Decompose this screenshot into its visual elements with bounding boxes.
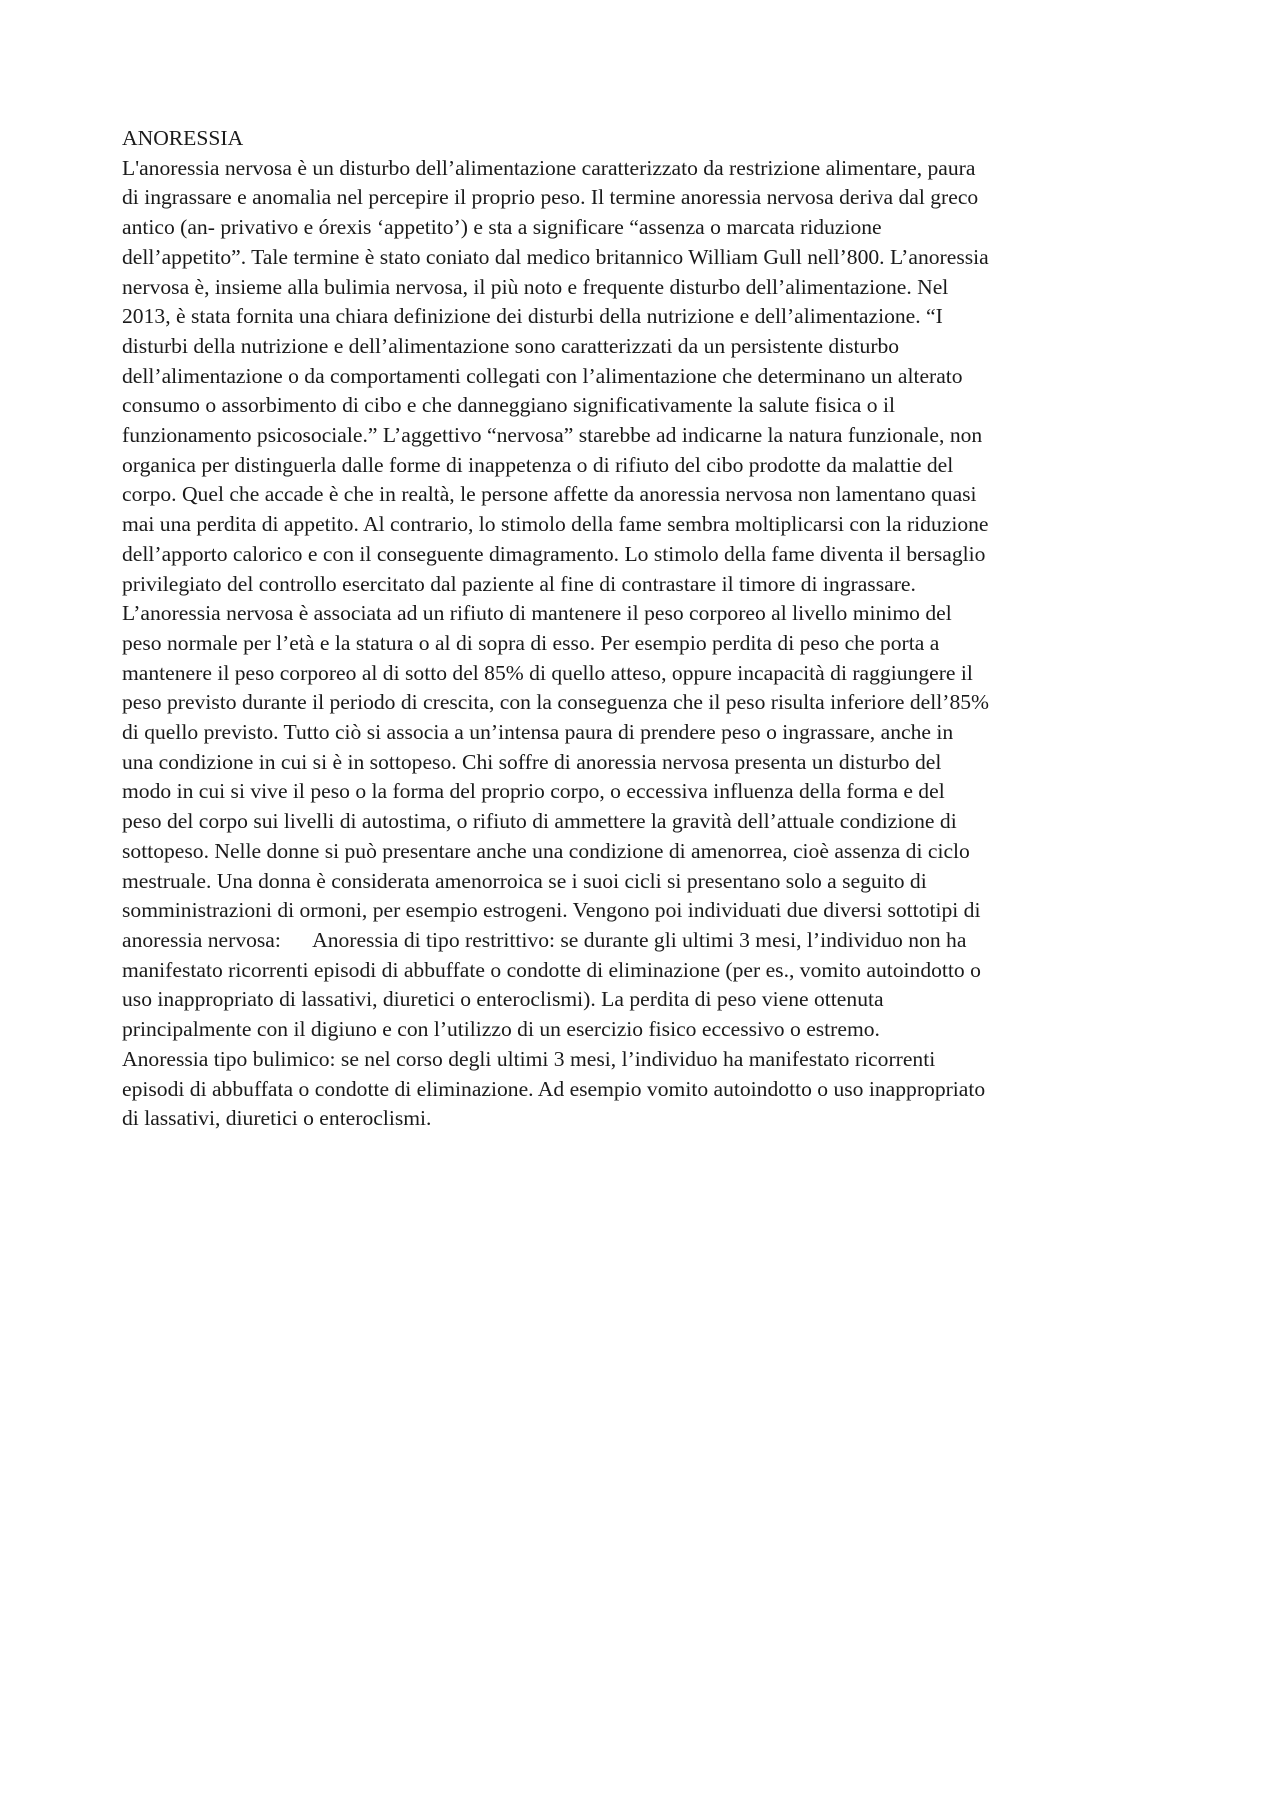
text-line: manifestato ricorrenti episodi di abbuffate o condotte di eliminazione (per es., vomito autoindotto o <box>122 957 981 982</box>
text-line: somministrazioni di ormoni, per esempio estrogeni. Vengono poi individuati due diversi sottotipi di <box>122 898 981 923</box>
text-line: organica per distinguerla dalle forme di inappetenza o di rifiuto del cibo prodotte da malattie del <box>122 452 954 477</box>
text-line: funzionamento psicosociale.” L’aggettivo “nervosa” starebbe ad indicarne la natura funzionale, non <box>122 423 983 448</box>
text-line: privilegiato del controllo esercitato dal paziente al fine di contrastare il timore di ingrassare. <box>122 571 916 596</box>
text-line: dell’apporto calorico e con il conseguente dimagramento. Lo stimolo della fame diventa il bersaglio <box>122 541 986 566</box>
text-line: 2013, è stata fornita una chiara definizione dei disturbi della nutrizione e dell’alimentazione. “I <box>122 304 943 329</box>
text-line: antico (an- privativo e órexis ‘appetito’) e sta a significare “assenza o marcata riduzione <box>122 215 882 240</box>
text-line: principalmente con il digiuno e con l’utilizzo di un esercizio fisico eccessivo o estremo. <box>122 1017 880 1042</box>
text-line: di lassativi, diuretici o enteroclismi. <box>122 1106 432 1131</box>
text-line: nervosa è, insieme alla bulimia nervosa, il più noto e frequente disturbo dell’alimentazione. Nel <box>122 274 949 299</box>
text-line: dell’appetito”. Tale termine è stato coniato dal medico britannico William Gull nell’800. L’anoressia <box>122 244 989 269</box>
text-line: Anoressia tipo bulimico: se nel corso degli ultimi 3 mesi, l’individuo ha manifestato ricorrenti <box>122 1046 936 1071</box>
text-line: modo in cui si vive il peso o la forma del proprio corpo, o eccessiva influenza della forma e del <box>122 779 945 804</box>
text-line: episodi di abbuffata o condotte di eliminazione. Ad esempio vomito autoindotto o uso inappropriato <box>122 1076 986 1101</box>
text-line: consumo o assorbimento di cibo e che danneggiano significativamente la salute fisica o il <box>122 393 895 418</box>
text-line: corpo. Quel che accade è che in realtà, le persone affette da anoressia nervosa non lamentano quasi <box>122 482 977 507</box>
text-line: L’anoressia nervosa è associata ad un rifiuto di mantenere il peso corporeo al livello minimo del <box>122 601 952 626</box>
text-line: dell’alimentazione o da comportamenti collegati con l’alimentazione che determinano un alterato <box>122 363 963 388</box>
text-line: L'anoressia nervosa è un disturbo dell’alimentazione caratterizzato da restrizione alimentare, paura <box>122 155 976 180</box>
text-line: disturbi della nutrizione e dell’alimentazione sono caratterizzati da un persistente disturbo <box>122 333 900 358</box>
text-line: sottopeso. Nelle donne si può presentare anche una condizione di amenorrea, cioè assenza di ciclo <box>122 838 970 863</box>
text-line: peso normale per l’età e la statura o al di sopra di esso. Per esempio perdita di peso che porta a <box>122 630 940 655</box>
text-line: mantenere il peso corporeo al di sotto del 85% di quello atteso, oppure incapacità di raggiungere il <box>122 660 973 685</box>
text-line: mestruale. Una donna è considerata amenorroica se i suoi cicli si presentano solo a seguito di <box>122 868 927 893</box>
text-line: uso inappropriato di lassativi, diuretici o enteroclismi). La perdita di peso viene ottenuta <box>122 987 884 1012</box>
document-title: ANORESSIA <box>122 126 244 150</box>
text-line: mai una perdita di appetito. Al contrario, lo stimolo della fame sembra moltiplicarsi con la riduzione <box>122 512 989 537</box>
document-body <box>122 124 1167 1134</box>
text-line: anoressia nervosa: Anoressia di tipo restrittivo: se durante gli ultimi 3 mesi, l’individuo non ha <box>122 927 967 952</box>
text-line: peso del corpo sui livelli di autostima, o rifiuto di ammettere la gravità dell’attuale condizione di <box>122 809 957 834</box>
text-line: peso previsto durante il periodo di crescita, con la conseguenza che il peso risulta inferiore dell’85% <box>122 690 990 715</box>
text-line: una condizione in cui si è in sottopeso. Chi soffre di anoressia nervosa presenta un disturbo del <box>122 749 942 774</box>
text-line: di ingrassare e anomalia nel percepire il proprio peso. Il termine anoressia nervosa deriva dal greco <box>122 185 979 210</box>
text-line: di quello previsto. Tutto ciò si associa a un’intensa paura di prendere peso o ingrassare, anche in <box>122 720 954 745</box>
